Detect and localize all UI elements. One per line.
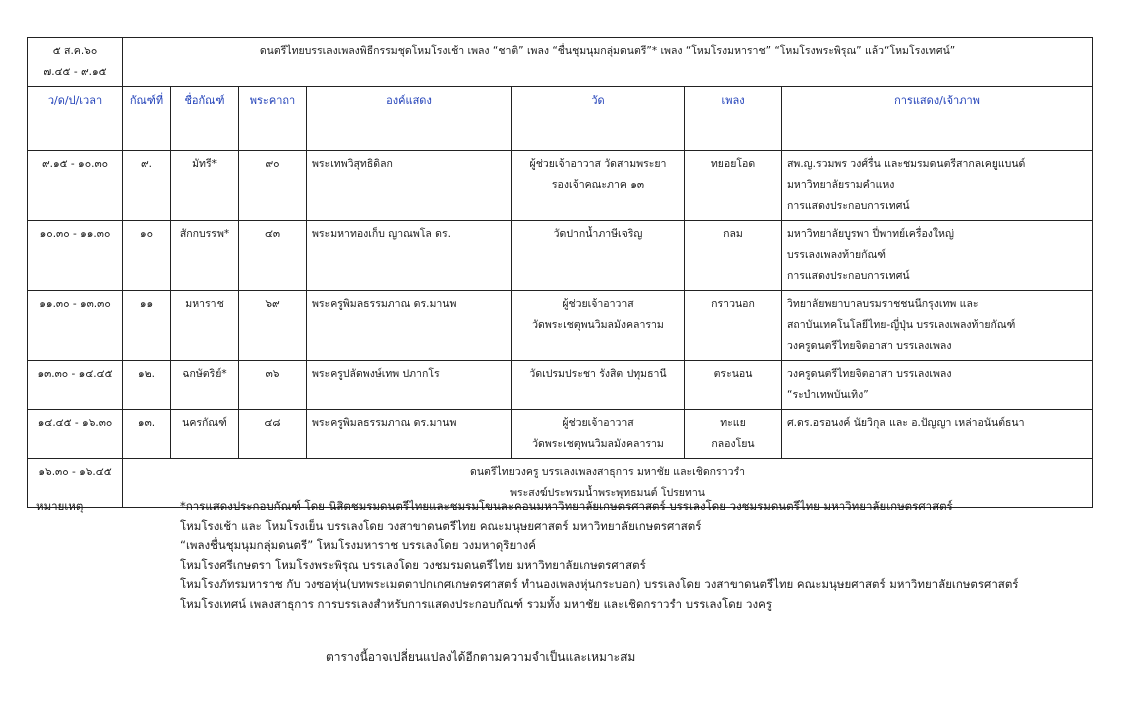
- row-song: ตระนอน: [685, 361, 782, 410]
- row-host-line: สพ.ญ.รวมพร วงศ์รื่น และชมรมดนตรีสากลเคยูแบนด์: [787, 158, 1026, 170]
- notes-label: หมายเหตุ: [36, 499, 84, 513]
- row-host: [782, 291, 1093, 361]
- table-row: [28, 151, 1093, 221]
- row-no: ๑๐: [123, 221, 171, 291]
- opening-row: [28, 38, 1093, 87]
- col-header-temple: วัด: [512, 87, 685, 151]
- row-temple: [512, 410, 685, 459]
- notes-lines: [180, 497, 1110, 614]
- table-header: [28, 87, 1093, 151]
- row-host-line: บรรเลงเพลงท้ายกัณฑ์: [787, 249, 886, 261]
- row-verses: ๔๓: [239, 221, 307, 291]
- row-no: ๙.: [123, 151, 171, 221]
- note-line: โหมโรงเช้า และ โหมโรงเย็น บรรเลงโดย วงสาขาดนตรีไทย คณะมนุษยศาสตร์ มหาวิทยาลัยเกษตรศาสตร์: [180, 518, 702, 533]
- table-row: [28, 410, 1093, 459]
- col-header-no: กัณฑ์ที่: [123, 87, 171, 151]
- row-host-line: มหาวิทยาลัยรามคำแหง: [787, 179, 895, 191]
- row-time: ๑๐.๓๐ - ๑๑.๓๐: [28, 221, 123, 291]
- row-name: ฉกษัตริย์*: [171, 361, 239, 410]
- row-name: มหาราช: [171, 291, 239, 361]
- row-host-line: ศ.ดร.อรอนงค์ นัยวิกุล และ อ.ปัญญา เหล่าอนันต์ธนา: [787, 417, 1025, 429]
- note-line: “เพลงชื่นชุมนุมกลุ่มดนตรี” โหมโรงมหาราช บรรเลงโดย วงมหาดุริยางค์: [180, 538, 536, 552]
- table-row: [28, 221, 1093, 291]
- row-host: [782, 221, 1093, 291]
- row-verses: ๖๙: [239, 291, 307, 361]
- schedule-table: [27, 37, 1093, 508]
- row-song: กราวนอก: [685, 291, 782, 361]
- row-host-line: มหาวิทยาลัยบูรพา ปี่พาทย์เครื่องใหญ่: [787, 228, 954, 240]
- row-temple-line: วัดเปรมประชา รังสิต ปทุมธานี: [529, 368, 667, 380]
- opening-time: ๗.๔๕ - ๙.๑๕: [43, 66, 107, 78]
- row-host: [782, 410, 1093, 459]
- row-monk: พระมหาทองเก็บ ญาณพโล ดร.: [307, 221, 512, 291]
- row-no: ๑๒.: [123, 361, 171, 410]
- closing-line: ดนตรีไทยวงครู บรรเลงเพลงสาธุการ มหาชัย และเชิดกราวรำ: [470, 466, 745, 478]
- row-song: กลม: [685, 221, 782, 291]
- row-verses: ๓๖: [239, 361, 307, 410]
- row-temple-line: วัดพระเชตุพนวิมลมังคลาราม: [532, 319, 664, 331]
- row-temple: [512, 291, 685, 361]
- row-song: ทยอยโอด: [685, 151, 782, 221]
- row-time: ๑๔.๔๕ - ๑๖.๓๐: [28, 410, 123, 459]
- row-temple: [512, 151, 685, 221]
- row-host-line: วงครูดนตรีไทยจิตอาสา บรรเลงเพลง: [787, 368, 952, 380]
- table-row: [28, 361, 1093, 410]
- row-monk: พระครูปลัดพงษ์เทพ ปภากโร: [307, 361, 512, 410]
- row-time: ๑๓.๓๐ - ๑๔.๔๕: [28, 361, 123, 410]
- col-header-time: ว/ด/ป/เวลา: [28, 87, 123, 151]
- closing-line: พระสงฆ์ประพรมน้ำพระพุทธมนต์ โปรยทาน: [510, 487, 705, 499]
- row-monk: พระครูพิมลธรรมภาณ ดร.มานพ: [307, 410, 512, 459]
- row-no: ๑๑: [123, 291, 171, 361]
- note-line: โหมโรงศรีเกษตรา โหมโรงพระพิรุณ บรรเลงโดย วงชมรมดนตรีไทย มหาวิทยาลัยเกษตรศาสตร์: [180, 557, 646, 572]
- row-host-line: การแสดงประกอบการเทศน์: [787, 200, 910, 212]
- row-song-line: กลองโยน: [711, 438, 755, 450]
- opening-time-cell: [28, 38, 123, 87]
- closing-time: ๑๖.๓๐ - ๑๖.๔๕: [28, 459, 123, 508]
- col-header-monk: องค์แสดง: [307, 87, 512, 151]
- opening-description: ดนตรีไทยบรรเลงเพลงพิธีกรรมชุดโหมโรงเช้า เพลง “ชาติ” เพลง “ชื่นชุมนุมกลุ่มดนตรี”* เพลง “โหมโรงมหาราช” “โหมโรงพระพิรุณ” แล้ว“โหมโรงเทศน์”: [123, 38, 1093, 87]
- col-header-verses: พระคาถา: [239, 87, 307, 151]
- footer-note: ตารางนี้อาจเปลี่ยนแปลงได้อีกตามความจำเป็นและเหมาะสม: [326, 650, 636, 664]
- col-header-host: การแสดง/เจ้าภาพ: [782, 87, 1093, 151]
- row-name: นครกัณฑ์: [171, 410, 239, 459]
- note-line: *การแสดงประกอบกัณฑ์ โดย นิสิตชมรมดนตรีไทยและชมรมโขนละคอนมหาวิทยาลัยเกษตรศาสตร์ บรรเลงโดย วงชมรมดนตรีไทย มหาวิทยาลัยเกษตรศาสตร์: [180, 499, 953, 513]
- row-temple-line: วัดปากน้ำภาษีเจริญ: [553, 228, 643, 240]
- row-host: [782, 151, 1093, 221]
- row-name: มัทรี*: [171, 151, 239, 221]
- row-song-line: ทะแย: [720, 417, 746, 429]
- row-temple-line: ผู้ช่วยเจ้าอาวาส: [562, 298, 634, 310]
- row-temple-line: รองเจ้าคณะภาค ๑๓: [551, 179, 645, 191]
- row-time: ๙.๑๕ - ๑๐.๓๐: [28, 151, 123, 221]
- schedule-sheet: [27, 37, 1092, 508]
- table-row: [28, 291, 1093, 361]
- row-no: ๑๓.: [123, 410, 171, 459]
- row-monk: พระเทพวิสุทธิดิลก: [307, 151, 512, 221]
- row-song: [685, 410, 782, 459]
- note-line: โหมโรงภัทรมหาราช กับ วงซอหุ่น(บทพระเมตตาปกเกศเกษตรศาสตร์ ทำนองเพลงหุ่นกระบอก) บรรเลงโดย วงสาขาดนตรีไทย คณะมนุษยศาสตร์ มหาวิทยาลัยเกษตรศาสตร์: [180, 577, 1019, 591]
- opening-date: ๕ ส.ค.๖๐: [52, 45, 98, 57]
- row-temple-line: วัดพระเชตุพนวิมลมังคลาราม: [532, 438, 664, 450]
- row-temple: [512, 361, 685, 410]
- row-name: สักกบรรพ*: [171, 221, 239, 291]
- row-host-line: สถาบันเทคโนโลยีไทย-ญี่ปุ่น บรรเลงเพลงท้ายกัณฑ์: [787, 319, 1016, 331]
- row-host-line: “ระบำเทพบันเทิง”: [787, 389, 869, 401]
- row-host: [782, 361, 1093, 410]
- row-time: ๑๑.๓๐ - ๑๓.๓๐: [28, 291, 123, 361]
- row-host-line: วงครูดนตรีไทยจิตอาสา บรรเลงเพลง: [787, 340, 952, 352]
- col-header-song: เพลง: [685, 87, 782, 151]
- row-host-line: วิทยาลัยพยาบาลบรมราชชนนีกรุงเทพ และ: [787, 298, 979, 310]
- row-monk: พระครูพิมลธรรมภาณ ดร.มานพ: [307, 291, 512, 361]
- row-temple-line: ผู้ช่วยเจ้าอาวาส วัดสามพระยา: [529, 158, 667, 170]
- row-temple: [512, 221, 685, 291]
- row-verses: ๙๐: [239, 151, 307, 221]
- note-line: โหมโรงเทศน์ เพลงสาธุการ การบรรเลงสำหรับการแสดงประกอบกัณฑ์ รวมทั้ง มหาชัย และเชิดกราวรำ บรรเลงโดย วงครู: [180, 596, 772, 611]
- row-verses: ๔๘: [239, 410, 307, 459]
- row-host-line: การแสดงประกอบการเทศน์: [787, 270, 910, 282]
- row-temple-line: ผู้ช่วยเจ้าอาวาส: [562, 417, 634, 429]
- col-header-name: ชื่อกัณฑ์: [171, 87, 239, 151]
